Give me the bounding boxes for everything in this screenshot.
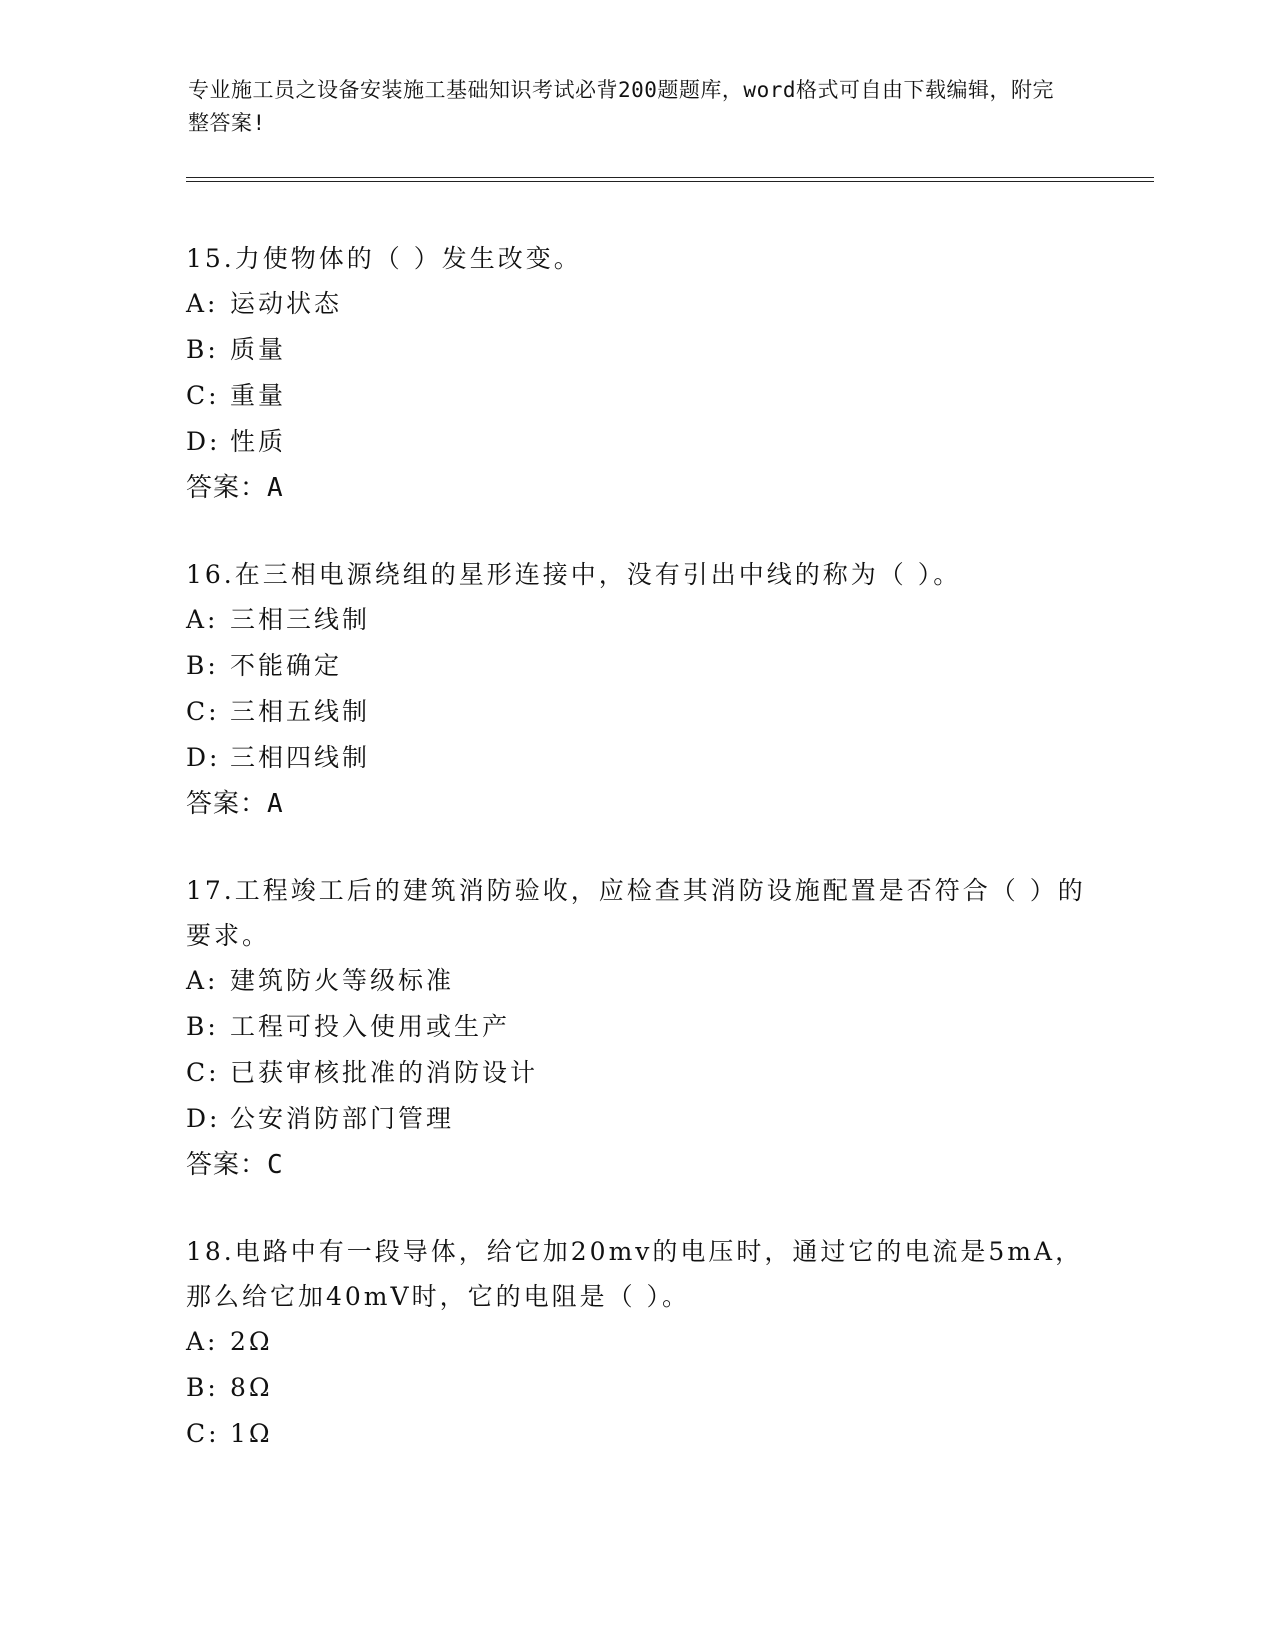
option-d [186,1096,1086,1142]
option-text: 三相三线制 [230,605,371,634]
option-text: 运动状态 [230,289,343,318]
option-text: 2Ω [230,1327,273,1356]
option-text: 三相五线制 [230,697,371,726]
option-a [186,958,1086,1004]
question-17 [186,868,1086,1188]
option-a [186,281,1086,327]
option-key: B: [186,651,219,680]
option-text: 性质 [230,427,287,456]
option-b [186,1365,1086,1411]
option-text: 公安消防部门管理 [230,1104,455,1133]
option-text: 建筑防火等级标准 [230,966,455,995]
option-key: A: [186,966,219,995]
answer-line: 答案：A [186,789,284,819]
option-c [186,689,1086,735]
question-18 [186,1229,1086,1457]
option-text: 质量 [230,335,287,364]
option-c [186,373,1086,419]
option-key: B: [186,1012,219,1041]
option-key: B: [186,1373,219,1402]
option-key: A: [186,605,219,634]
option-key: A: [186,1327,219,1356]
question-stem: 18.电路中有一段导体，给它加20mv的电压时，通过它的电流是5mA，那么给它加40mV时，它的电阻是（ ）。 [186,1237,1084,1311]
option-c [186,1050,1086,1096]
option-d [186,735,1086,781]
option-text: 已获审核批准的消防设计 [230,1058,539,1087]
option-key: C: [186,1058,220,1087]
option-text: 不能确定 [230,651,343,680]
question-16 [186,552,1086,827]
answer-line: 答案：C [186,1150,284,1180]
option-text: 重量 [230,381,287,410]
option-key: D: [186,427,221,456]
header-divider [186,177,1154,182]
option-key: B: [186,335,219,364]
option-text: 工程可投入使用或生产 [230,1012,511,1041]
option-key: C: [186,1419,220,1448]
question-stem: 15.力使物体的（ ）发生改变。 [186,244,582,273]
option-key: D: [186,743,221,772]
option-key: D: [186,1104,221,1133]
option-text: 1Ω [230,1419,273,1448]
option-key: C: [186,697,220,726]
question-stem: 17.工程竣工后的建筑消防验收，应检查其消防设施配置是否符合（ ）的要求。 [186,876,1086,950]
option-text: 8Ω [230,1373,273,1402]
answer-line: 答案：A [186,473,284,503]
option-a [186,597,1086,643]
option-key: C: [186,381,220,410]
option-b [186,327,1086,373]
question-15 [186,236,1086,511]
question-list [186,236,1086,1498]
option-b [186,643,1086,689]
option-b [186,1004,1086,1050]
option-a [186,1319,1086,1365]
document-header: 专业施工员之设备安装施工基础知识考试必背200题题库，word格式可自由下载编辑，附完整答案! [188,78,1054,135]
question-stem: 16.在三相电源绕组的星形连接中，没有引出中线的称为（ ）。 [186,560,962,589]
option-c [186,1411,1086,1457]
option-text: 三相四线制 [230,743,371,772]
option-key: A: [186,289,219,318]
option-d [186,419,1086,465]
